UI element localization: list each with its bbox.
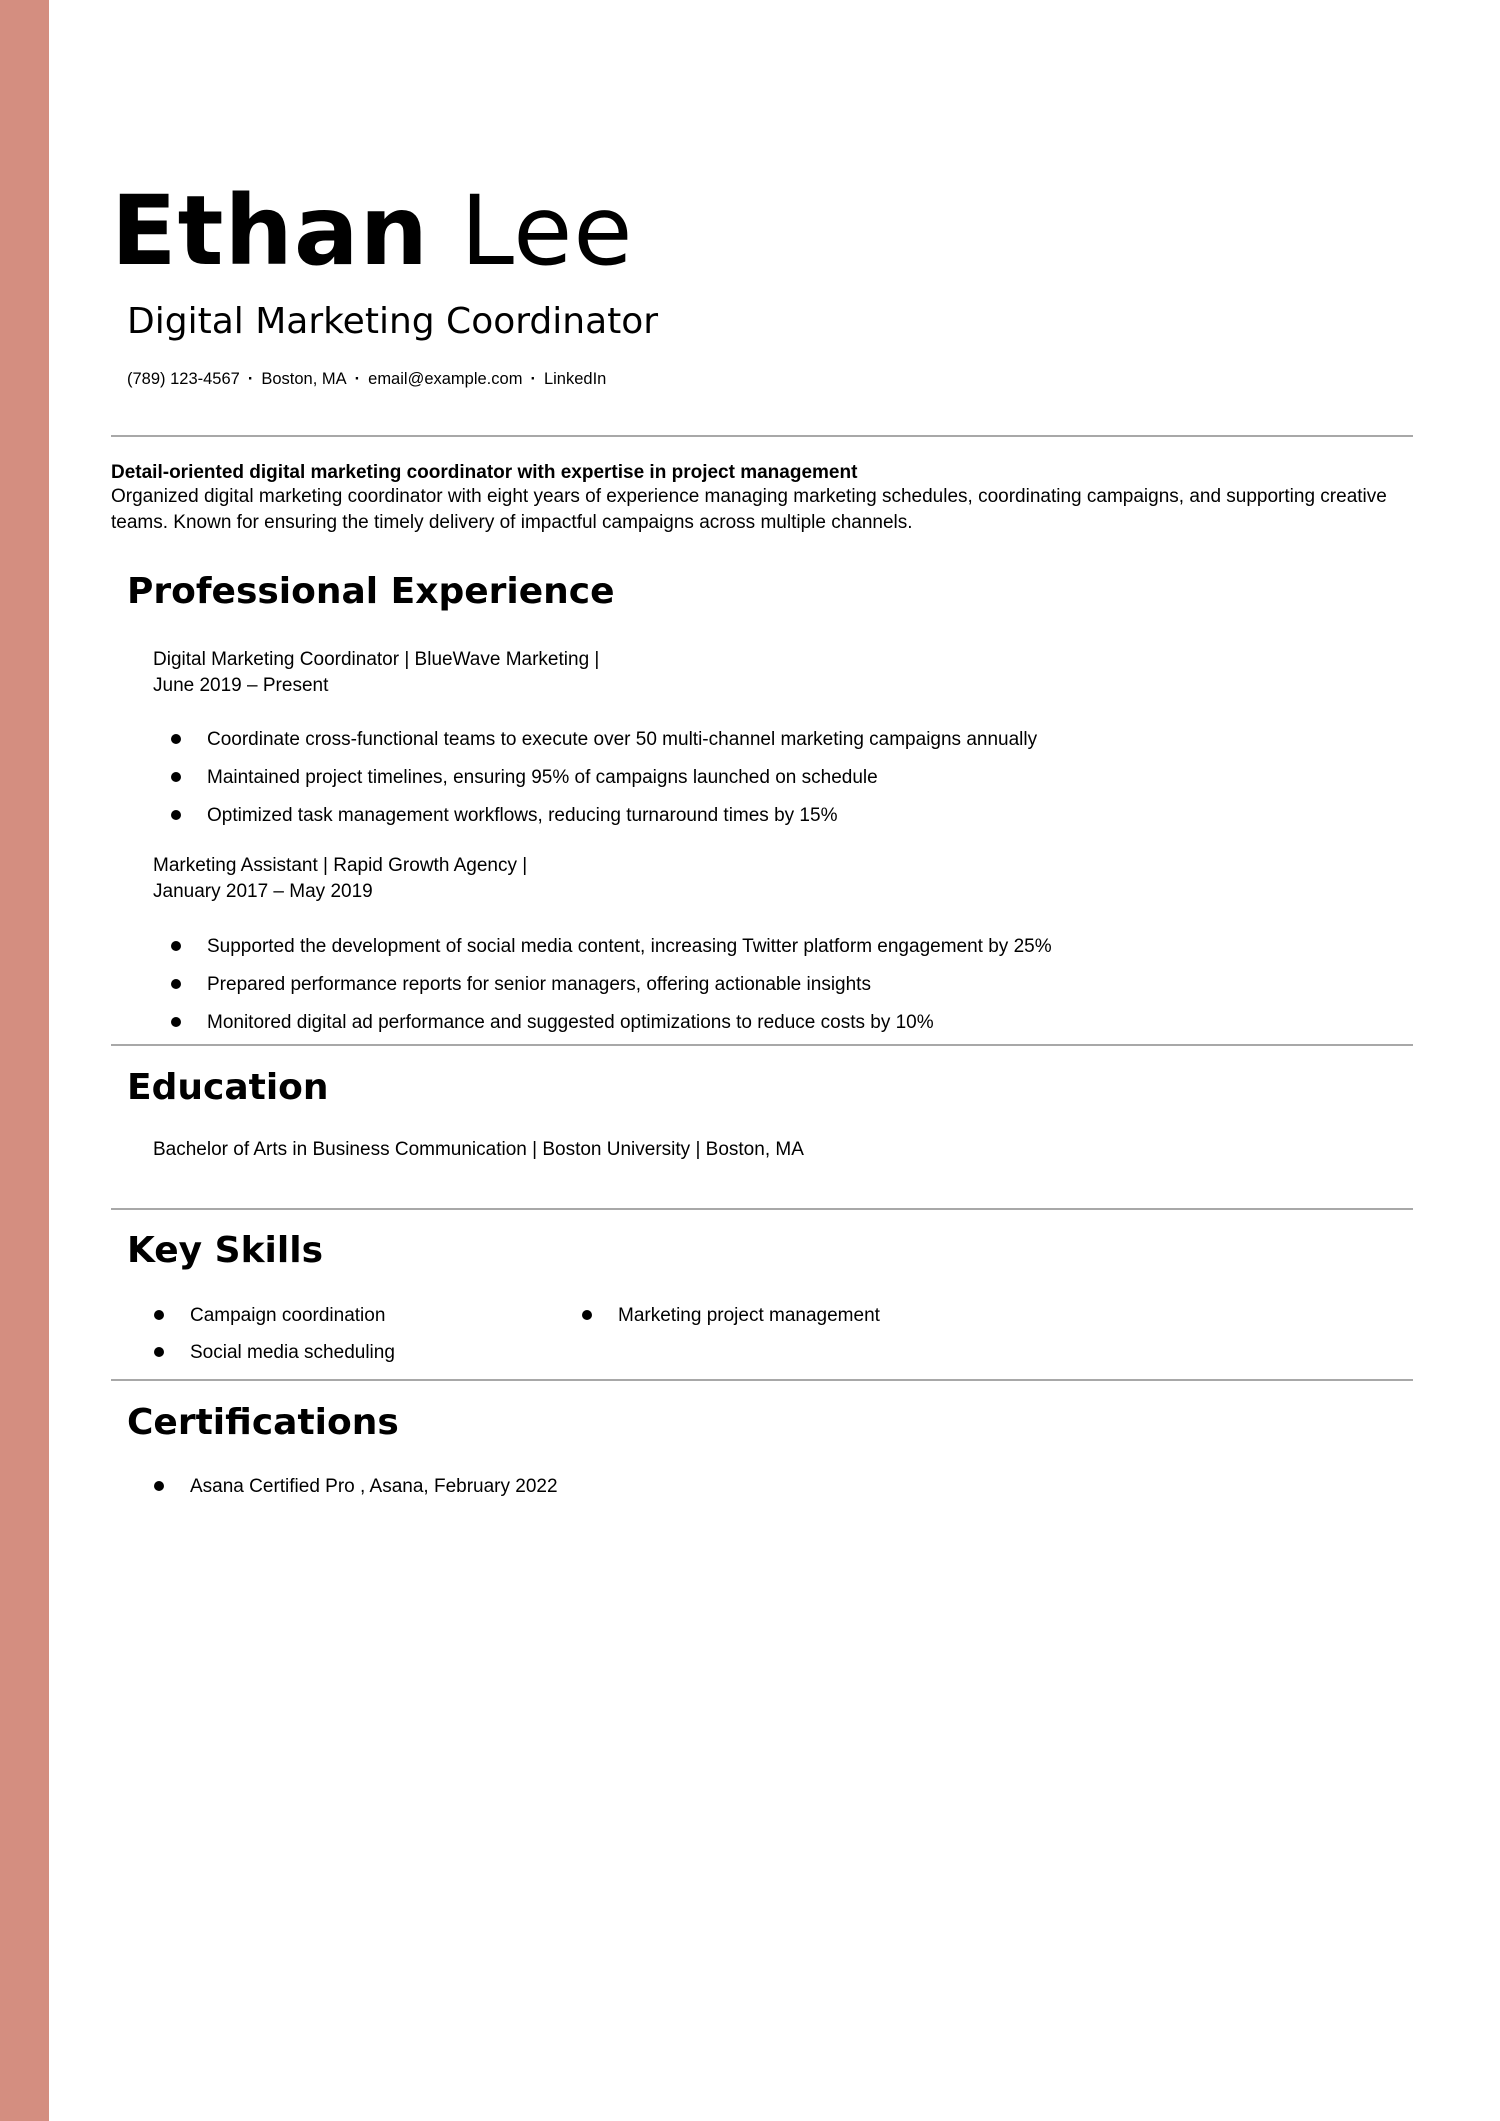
list-item [207,727,1037,765]
list-item [190,1340,395,1377]
list-item [207,934,1052,972]
job-dates: June 2019 – Present [153,675,329,696]
contact-info [127,368,606,390]
separator-dot: · [354,370,361,388]
divider [111,435,1413,437]
separator-dot: · [530,370,536,388]
summary-text: Organized digital marketing coordinator with eight years of experience managing marketing schedules, coordinating campaigns, and supporting creative teams. Known for ensuring the timely delivery of impactful campaigns across multiple channels. [111,486,1387,533]
section-title-education: Education [127,1067,329,1108]
job-heading: Marketing Assistant | Rapid Growth Agency | [153,855,528,876]
phone: (789) 123-4567 [127,370,240,388]
divider [111,1044,1413,1046]
accent-side-bar [0,0,49,2121]
certifications-list [190,1474,558,1511]
bullet-text: Coordinate cross-functional teams to execute over 50 multi-channel marketing campaigns annually [207,729,1038,750]
bullet-icon [171,979,181,989]
skill-text: Campaign coordination [190,1305,386,1326]
job-title: Digital Marketing Coordinator [127,301,659,342]
list-item [190,1303,395,1340]
list-item [207,803,1037,841]
first-name: Ethan [111,175,429,287]
section-title-skills: Key Skills [127,1230,323,1271]
bullet-icon [171,941,181,951]
bullet-icon [171,734,181,744]
job-bullet-list [207,934,1052,1048]
bullet-icon [582,1310,592,1320]
skill-text: Marketing project management [618,1305,880,1326]
list-item [207,765,1037,803]
bullet-icon [171,1017,181,1027]
list-item [207,972,1052,1010]
list-item [190,1474,558,1511]
skills-column-2 [618,1303,880,1340]
summary-headline: Detail-oriented digital marketing coordinator with expertise in project management [111,462,858,483]
bullet-icon [171,772,181,782]
linkedin-link[interactable]: LinkedIn [543,370,607,388]
bullet-text: Monitored digital ad performance and suggested optimizations to reduce costs by 10% [207,1012,934,1033]
job-heading: Digital Marketing Coordinator | BlueWave Marketing | [153,649,600,670]
job-dates: January 2017 – May 2019 [153,881,373,902]
bullet-text: Supported the development of social media content, increasing Twitter platform engagement by 25% [207,936,1052,957]
education-entry: Bachelor of Arts in Business Communication | Boston University | Boston, MA [153,1139,804,1160]
section-title-experience: Professional Experience [127,571,615,612]
last-name: Lee [460,175,634,287]
section-title-certifications: Certifications [127,1402,399,1443]
location: Boston, MA [261,370,347,388]
skills-column-1 [190,1303,395,1377]
candidate-name [111,176,633,286]
bullet-icon [154,1481,164,1491]
bullet-icon [171,810,181,820]
bullet-icon [154,1310,164,1320]
bullet-icon [154,1347,164,1357]
list-item [207,1010,1052,1048]
separator-dot: · [247,370,254,388]
bullet-text: Maintained project timelines, ensuring 95% of campaigns launched on schedule [207,767,878,788]
job-bullet-list [207,727,1037,841]
bullet-text: Prepared performance reports for senior managers, offering actionable insights [207,974,871,995]
list-item [618,1303,880,1340]
skill-text: Social media scheduling [190,1342,395,1363]
certification-text: Asana Certified Pro , Asana, February 2022 [190,1476,558,1497]
divider [111,1379,1413,1381]
bullet-text: Optimized task management workflows, reducing turnaround times by 15% [207,805,838,826]
email: email@example.com [368,370,523,388]
divider [111,1208,1413,1210]
